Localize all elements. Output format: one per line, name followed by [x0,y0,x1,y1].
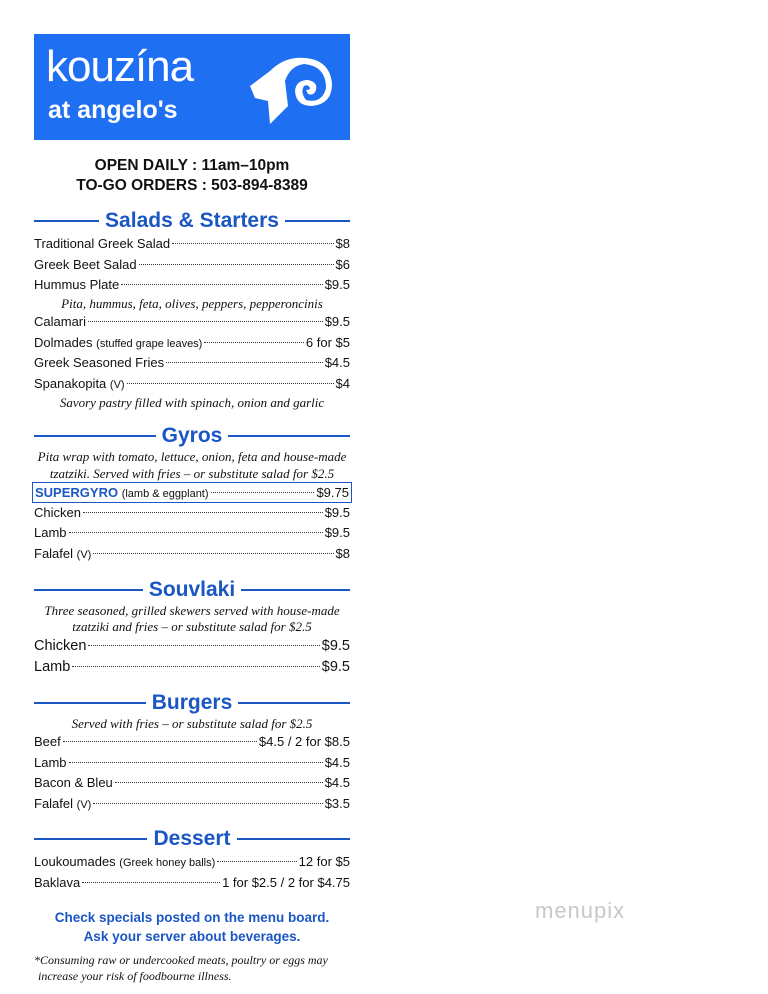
section-header [34,826,350,852]
dot-leader [127,383,334,384]
logo-subtitle: at angelo's [48,96,178,124]
item-name-text: Calamari [34,314,87,330]
dot-leader [88,321,323,322]
menu-item [34,374,350,395]
section-description: Three seasoned, grilled skewers served with house-made [44,602,340,618]
divider-line [241,589,350,591]
menu-section [34,826,350,893]
footer-note [34,908,350,946]
item-price: $9.5 [324,504,350,520]
logo-title: kouzína [46,42,194,91]
menu-item [34,657,350,678]
item-name [34,234,170,255]
menu-item [34,544,350,565]
item-name-text: Chicken [34,504,81,520]
item-name-text: Lamb [34,658,71,675]
dot-leader [211,492,315,493]
menu-item [34,636,350,657]
item-note: (V) [76,548,92,561]
menu-item [34,353,350,374]
phone: TO-GO ORDERS : 503-894-8389 [76,177,308,194]
item-name-text: Falafel [34,545,74,561]
dot-leader [139,264,334,265]
item-name [35,483,209,505]
divider-line [34,220,99,222]
item-name-text: Hummus Plate [34,277,120,293]
disclaimer [34,952,350,984]
menu-item [34,852,350,873]
section-title: Gyros [161,424,223,448]
section-description: tzatziki. Served with fries – or substitute salad for $2.5 [49,465,335,481]
item-name [34,275,119,296]
menu-item [34,234,350,255]
item-description: Savory pastry filled with spinach, onion and garlic [59,394,325,410]
dot-leader [82,882,220,883]
menu-item [34,503,350,524]
item-name-text: Lamb [34,754,67,770]
item-note: (lamb & eggplant) [121,488,209,501]
menu-item [32,482,352,503]
item-name [34,523,67,544]
dot-leader [72,666,319,667]
dot-leader [166,362,323,363]
item-price: 6 for $5 [305,334,350,350]
divider-line [34,435,156,437]
item-note: (V) [76,798,92,811]
ram-head-icon [240,46,340,126]
watermark: menupix [535,898,626,923]
item-price: $9.5 [324,314,350,330]
item-name [34,544,91,566]
item-price: $8 [335,545,350,561]
footer-line: Check specials posted on the menu board. [54,909,330,925]
section-title: Burgers [151,690,233,714]
item-price: $4 [335,376,350,392]
item-name [34,794,91,816]
item-price: $4.5 [324,775,350,791]
item-name-text: Lamb [34,525,67,541]
item-name-text: Baklava [34,875,81,890]
item-name-text: Bacon & Bleu [34,775,113,791]
section-description: tzatziki and fries – or substitute salad for $2.5 [72,619,312,635]
item-name-text: Greek Beet Salad [34,256,137,272]
menu-item [34,523,350,544]
menu-section [34,208,350,411]
section-description: Served with fries – or substitute salad for $2.5 [71,715,313,731]
logo [34,34,350,140]
item-price: $6 [335,256,350,272]
dot-leader [63,741,257,742]
dot-leader [69,532,323,533]
dot-leader [115,782,323,783]
section-header [34,208,350,234]
section-title: Dessert [153,827,231,851]
item-name-text: Spanakopita [34,376,107,392]
item-note: (V) [109,379,125,392]
dot-leader [121,284,322,285]
item-name [34,353,164,374]
divider-line [237,838,350,840]
dot-leader [93,553,333,554]
open-hours: OPEN DAILY : 11am–10pm [94,157,290,174]
item-price: $3.5 [324,795,350,811]
item-price: $9.5 [324,525,350,541]
item-price: $4.5 [324,355,350,371]
menu [34,34,350,984]
menu-item [34,275,350,296]
dot-leader [172,243,333,244]
menu-item [34,773,350,794]
item-price: 1 for $2.5 / 2 for $4.75 [222,875,350,890]
item-name [34,255,137,276]
section-header [34,423,350,449]
section-title: Souvlaki [148,577,236,601]
hours [34,156,350,196]
item-name [34,852,215,874]
divider-line [228,435,350,437]
disclaimer-line: increase your risk of foodbourne illness. [38,968,232,983]
item-price: $9.5 [324,277,350,293]
item-name [34,873,80,894]
divider-line [238,702,350,704]
item-description: Pita, hummus, feta, olives, peppers, pepperoncinis [61,295,323,311]
item-name [34,374,125,396]
disclaimer-line: *Consuming raw or undercooked meats, poultry or eggs may [34,952,328,967]
item-price: $4.5 / 2 for $8.5 [258,734,350,750]
item-name [34,773,113,794]
item-note: (Greek honey balls) [119,857,216,870]
dot-leader [88,645,319,646]
section-title: Salads & Starters [105,209,279,232]
dot-leader [204,342,304,343]
item-name [34,333,202,355]
dot-leader [69,762,323,763]
item-name-text: Loukoumades [34,854,116,870]
menu-item [34,753,350,774]
dot-leader [217,861,296,862]
dot-leader [83,512,323,513]
menu-item [34,312,350,333]
item-price: $8 [335,236,350,251]
menu-item [34,732,350,753]
item-name-text: Traditional Greek Salad [34,236,171,251]
section-header [34,577,350,603]
item-name-text: Greek Seasoned Fries [34,355,165,371]
divider-line [285,220,350,222]
item-name-text: Falafel [34,795,74,811]
divider-line [34,702,146,704]
divider-line [34,838,147,840]
section-header [34,690,350,716]
item-name [34,636,86,657]
menu-item [34,333,350,354]
menu-item [34,794,350,815]
menu-section [34,690,350,815]
item-name-text: Beef [34,734,61,750]
item-name-text: Dolmades [34,334,93,350]
footer-line: Ask your server about beverages. [83,928,301,944]
menu-section [34,423,350,564]
item-name-text: Chicken [34,637,87,654]
item-name-text: SUPERGYRO [35,485,119,501]
dot-leader [93,803,322,804]
item-price: $9.5 [321,637,350,654]
item-price: $9.75 [316,485,349,501]
item-name [34,753,67,774]
menu-item [34,255,350,276]
item-note: (stuffed grape leaves) [96,337,203,350]
item-price: $9.5 [321,658,350,675]
item-price: 12 for $5 [298,854,350,870]
item-name [34,312,86,333]
item-name [34,503,81,524]
section-description: Pita wrap with tomato, lettuce, onion, feta and house-made [37,449,347,465]
item-name [34,732,61,753]
menu-item [34,873,350,894]
menu-section [34,577,350,678]
item-price: $4.5 [324,754,350,770]
item-name [34,657,70,678]
divider-line [34,589,143,591]
